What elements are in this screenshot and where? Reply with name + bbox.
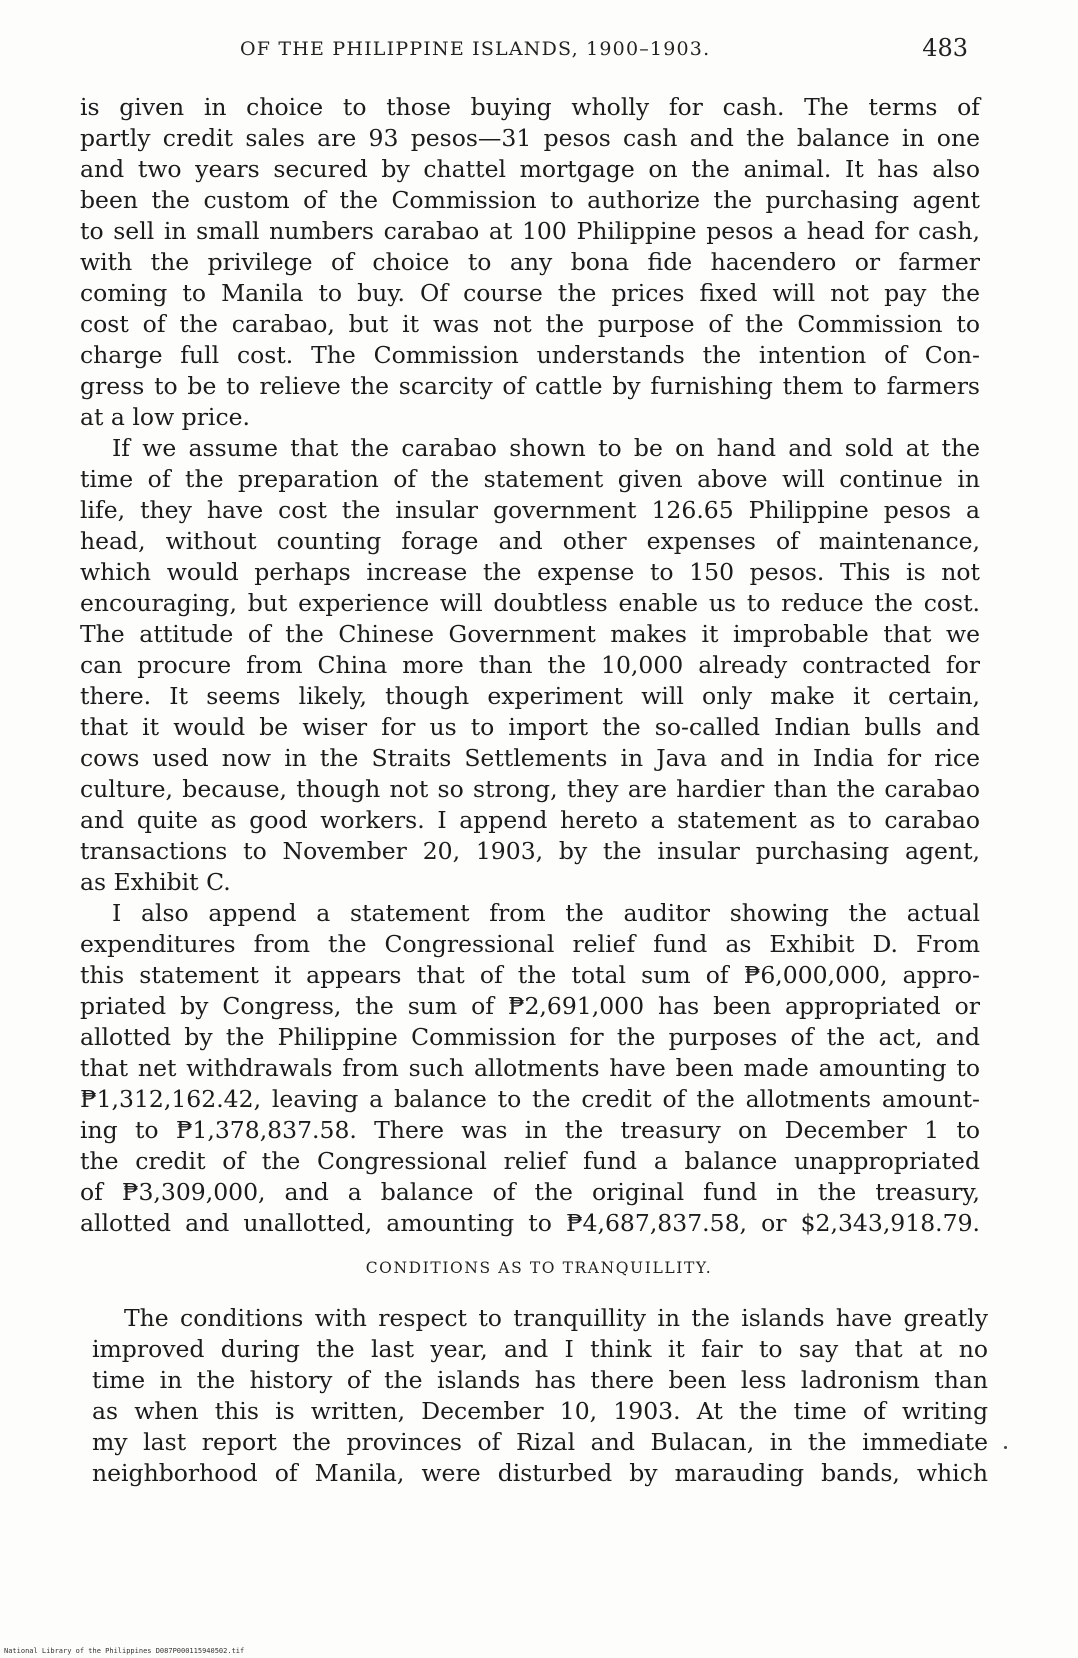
text-line: cows used now in the Straits Settlements in Java and in India for rice <box>80 744 980 772</box>
section-heading: CONDITIONS AS TO TRANQUILLITY. <box>365 1259 713 1277</box>
text-line: as when this is written, December 10, 1903. At the time of writing <box>92 1397 988 1425</box>
text-line: that net withdrawals from such allotments have been made amounting to <box>80 1054 980 1082</box>
text-line: of ₱3,309,000, and a balance of the original fund in the treasury, <box>80 1178 980 1206</box>
text-line: is given in choice to those buying wholly for cash. The terms of <box>80 93 980 121</box>
text-line: that it would be wiser for us to import the so-called Indian bulls and <box>80 713 980 741</box>
text-line: partly credit sales are 93 pesos—31 pesos cash and the balance in one <box>80 124 980 152</box>
text-line: The conditions with respect to tranquillity in the islands have greatly <box>124 1304 988 1332</box>
text-line: ₱1,312,162.42, leaving a balance to the credit of the allotments amount- <box>80 1085 980 1113</box>
text-line: encouraging, but experience will doubtless enable us to reduce the cost. <box>80 589 980 617</box>
text-line: time of the preparation of the statement given above will continue in <box>80 465 980 493</box>
text-line: as Exhibit C. <box>80 868 231 896</box>
text-line: expenditures from the Congressional relief fund as Exhibit D. From <box>80 930 980 958</box>
text-line: culture, because, though not so strong, they are hardier than the carabao <box>80 775 980 803</box>
scan-speck <box>1004 1446 1007 1449</box>
text-line: at a low price. <box>80 403 250 431</box>
running-head: OF THE PHILIPPINE ISLANDS, 1900–1903. <box>240 38 711 60</box>
text-line: neighborhood of Manila, were disturbed by marauding bands, which <box>92 1459 988 1487</box>
text-line: The attitude of the Chinese Government makes it improbable that we <box>80 620 980 648</box>
text-line: time in the history of the islands has there been less ladronism than <box>92 1366 988 1394</box>
text-line: ing to ₱1,378,837.58. There was in the treasury on December 1 to <box>80 1116 980 1144</box>
text-line: charge full cost. The Commission understands the intention of Con- <box>80 341 980 369</box>
text-line: this statement it appears that of the total sum of ₱6,000,000, appro- <box>80 961 980 989</box>
text-line: improved during the last year, and I think it fair to say that at no <box>92 1335 988 1363</box>
text-line: allotted and unallotted, amounting to ₱4,687,837.58, or $2,343,918.79. <box>80 1209 980 1237</box>
text-line: can procure from China more than the 10,000 already contracted for <box>80 651 980 679</box>
text-line: gress to be to relieve the scarcity of cattle by furnishing them to farmers <box>80 372 980 400</box>
text-line: my last report the provinces of Rizal and Bulacan, in the immediate <box>92 1428 988 1456</box>
text-line: allotted by the Philippine Commission for the purposes of the act, and <box>80 1023 980 1051</box>
text-line: with the privilege of choice to any bona fide hacendero or farmer <box>80 248 980 276</box>
text-line: been the custom of the Commission to authorize the purchasing agent <box>80 186 980 214</box>
text-line: which would perhaps increase the expense to 150 pesos. This is not <box>80 558 980 586</box>
text-line: coming to Manila to buy. Of course the prices fixed will not pay the <box>80 279 980 307</box>
text-line: cost of the carabao, but it was not the purpose of the Commission to <box>80 310 980 338</box>
body-text-block-1 <box>80 92 980 1239</box>
page-number: 483 <box>922 34 968 62</box>
text-line: to sell in small numbers carabao at 100 Philippine pesos a head for cash, <box>80 217 980 245</box>
text-line: transactions to November 20, 1903, by the insular purchasing agent, <box>80 837 980 865</box>
text-line: priated by Congress, the sum of ₱2,691,000 has been appropriated or <box>80 992 980 1020</box>
text-line: and quite as good workers. I append hereto a statement as to carabao <box>80 806 980 834</box>
scan-source-line: National Library of the Philippines D087P000115940502.tif <box>4 1647 245 1655</box>
text-line: the credit of the Congressional relief fund a balance unappropriated <box>80 1147 980 1175</box>
text-line: there. It seems likely, though experiment will only make it certain, <box>80 682 980 710</box>
text-line: If we assume that the carabao shown to be on hand and sold at the <box>112 434 980 462</box>
text-line: head, without counting forage and other expenses of maintenance, <box>80 527 980 555</box>
text-line: I also append a statement from the auditor showing the actual <box>112 899 980 927</box>
text-line: and two years secured by chattel mortgage on the animal. It has also <box>80 155 980 183</box>
body-text-block-2 <box>92 1303 988 1489</box>
text-line: life, they have cost the insular government 126.65 Philippine pesos a <box>80 496 980 524</box>
